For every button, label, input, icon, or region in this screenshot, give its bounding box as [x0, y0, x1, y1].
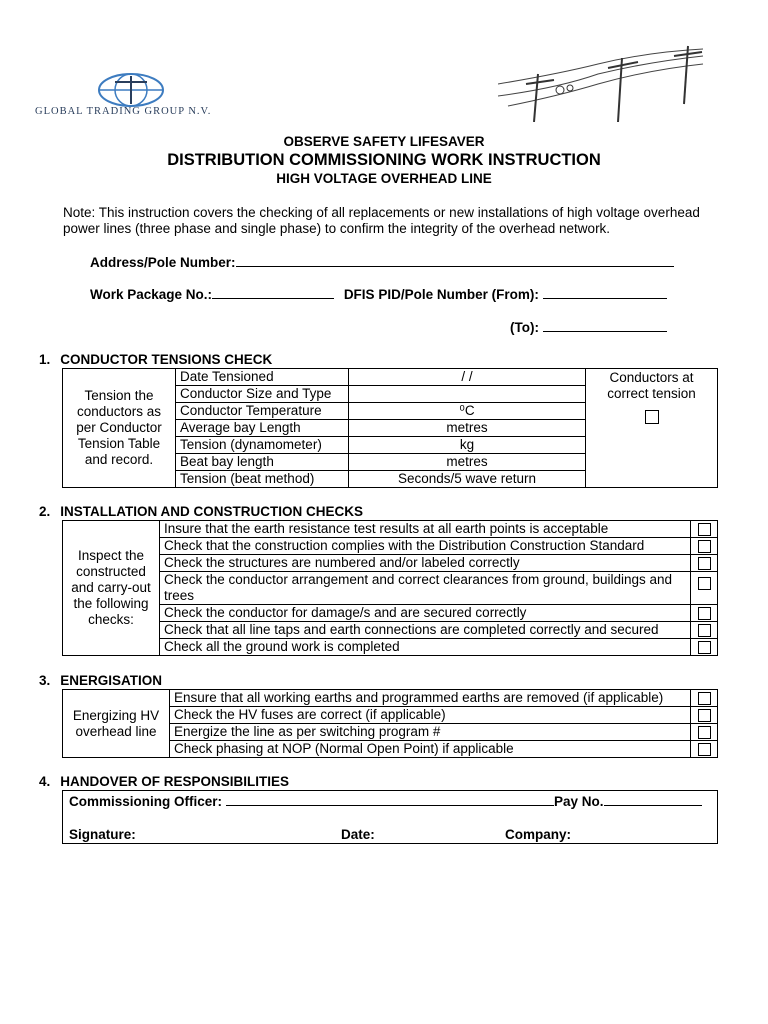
work-package-field[interactable]	[90, 287, 667, 302]
section1-heading: 1. CONDUCTOR TENSIONS CHECK	[39, 352, 273, 367]
conductor-temp-value[interactable]: ⁰C	[349, 403, 586, 420]
row-label: Beat bay length	[176, 454, 349, 471]
checkbox[interactable]	[698, 709, 711, 722]
row-label: Average bay Length	[176, 420, 349, 437]
installation-checks-table	[62, 520, 718, 656]
checkbox[interactable]	[698, 607, 711, 620]
date-tensioned-value[interactable]: / /	[349, 369, 586, 386]
work-package-input-line[interactable]	[212, 287, 334, 299]
page-title: DISTRIBUTION COMMISSIONING WORK INSTRUCTION	[167, 151, 601, 169]
bay-length-value[interactable]: metres	[349, 420, 586, 437]
officer-label: Commissioning Officer:	[69, 794, 223, 809]
company-logo	[90, 72, 172, 108]
checkbox[interactable]	[698, 641, 711, 654]
checkbox[interactable]	[698, 577, 711, 590]
correct-tension-checkbox[interactable]	[645, 410, 659, 424]
checkbox[interactable]	[698, 726, 711, 739]
checkbox[interactable]	[698, 743, 711, 756]
to-input-line[interactable]	[543, 320, 667, 332]
check-item: Check that the construction complies with the Distribution Construction Standard	[160, 538, 691, 555]
date-label[interactable]: Date:	[341, 827, 375, 842]
check-item: Check the HV fuses are correct (if applicable)	[170, 707, 691, 724]
check-item: Ensure that all working earths and programmed earths are removed (if applicable)	[170, 690, 691, 707]
to-label: (To):	[510, 320, 539, 335]
tension-dyn-value[interactable]: kg	[349, 437, 586, 454]
work-package-label: Work Package No.:	[90, 287, 213, 302]
officer-input-line[interactable]	[226, 794, 554, 806]
handover-box	[62, 790, 718, 844]
section4-heading: 4. HANDOVER OF RESPONSIBILITIES	[39, 774, 290, 789]
section2-heading: 2. INSTALLATION AND CONSTRUCTION CHECKS	[39, 504, 364, 519]
check-item: Check phasing at NOP (Normal Open Point) if applicable	[170, 741, 691, 758]
power-line-illustration	[498, 44, 708, 122]
address-field[interactable]	[90, 255, 674, 270]
row-label: Tension (beat method)	[176, 471, 349, 488]
section2-instruction: Inspect the constructed and carry-out the following checks:	[63, 521, 160, 656]
checkbox[interactable]	[698, 624, 711, 637]
check-item: Check the structures are numbered and/or labeled correctly	[160, 555, 691, 572]
correct-tension-label: Conductors at correct tension	[607, 370, 696, 401]
address-input-line[interactable]	[236, 255, 674, 267]
checkbox[interactable]	[698, 523, 711, 536]
checkbox[interactable]	[698, 557, 711, 570]
check-item: Check all the ground work is completed	[160, 639, 691, 656]
note-text: Note: This instruction covers the checking of all replacements or new installations of high voltage overhead power lines (three phase and single phase) to confirm the integrity of the overhead network.	[63, 205, 700, 236]
row-label: Conductor Size and Type	[176, 386, 349, 403]
address-label: Address/Pole Number:	[90, 255, 236, 270]
company-label[interactable]: Company:	[505, 827, 572, 842]
conductor-size-value[interactable]	[349, 386, 586, 403]
signature-label[interactable]: Signature:	[69, 827, 136, 842]
company-name: GLOBAL TRADING GROUP N.V.	[35, 106, 212, 117]
checkbox[interactable]	[698, 692, 711, 705]
energisation-table	[62, 689, 718, 758]
payno-input-line[interactable]	[604, 794, 702, 806]
check-item: Check that all line taps and earth connections are completed correctly and secured	[160, 622, 691, 639]
dfis-input-line[interactable]	[543, 287, 667, 299]
beat-bay-value[interactable]: metres	[349, 454, 586, 471]
page-subtitle: HIGH VOLTAGE OVERHEAD LINE	[276, 171, 492, 186]
conductor-tension-table	[62, 368, 718, 488]
check-item: Insure that the earth resistance test results at all earth points is acceptable	[160, 521, 691, 538]
row-label: Conductor Temperature	[176, 403, 349, 420]
kicker: OBSERVE SAFETY LIFESAVER	[283, 134, 485, 149]
section3-heading: 3. ENERGISATION	[39, 673, 163, 688]
check-item: Check the conductor for damage/s and are secured correctly	[160, 605, 691, 622]
to-field[interactable]	[510, 320, 667, 335]
correct-tension-cell	[586, 369, 718, 488]
check-item: Check the conductor arrangement and correct clearances from ground, buildings and trees	[160, 572, 691, 605]
checkbox[interactable]	[698, 540, 711, 553]
row-label: Tension (dynamometer)	[176, 437, 349, 454]
section3-instruction: Energizing HV overhead line	[63, 690, 170, 758]
tension-beat-value[interactable]: Seconds/5 wave return	[349, 471, 586, 488]
officer-field[interactable]	[69, 794, 702, 809]
row-label: Date Tensioned	[176, 369, 349, 386]
dfis-label: DFIS PID/Pole Number (From):	[343, 287, 539, 302]
section1-instruction: Tension the conductors as per Conductor Tension Table and record.	[63, 369, 176, 488]
check-item: Energize the line as per switching program #	[170, 724, 691, 741]
payno-label: Pay No.	[554, 794, 604, 809]
